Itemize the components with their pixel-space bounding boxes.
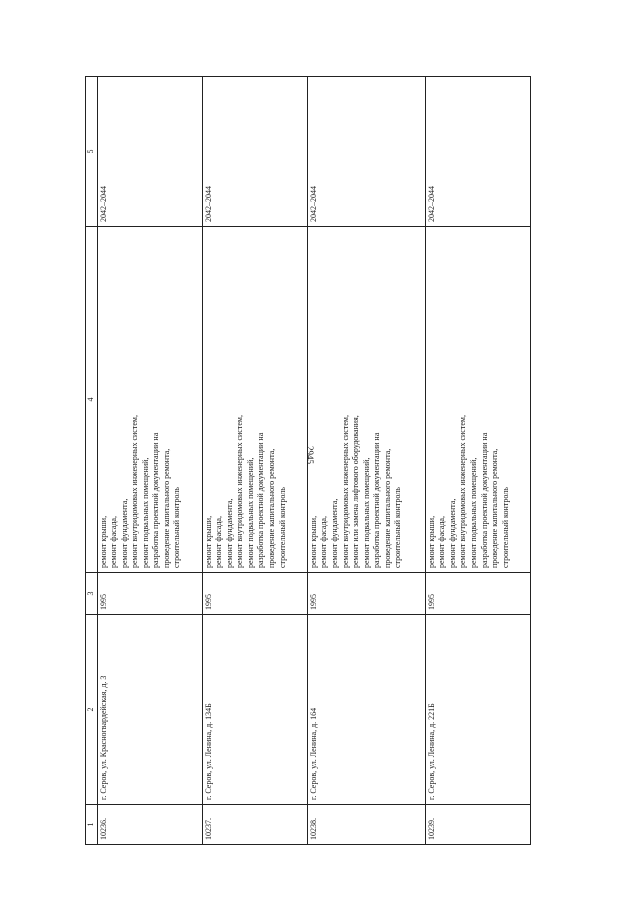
- work-item: ремонт внутридомовых инженерных систем,: [235, 415, 245, 568]
- work-item: проведение капитального ремонта,: [382, 448, 392, 568]
- row-number: 10239.: [425, 805, 530, 845]
- work-item: строительный контроль: [277, 487, 287, 568]
- work-item: строительный контроль: [393, 487, 403, 568]
- work-item: ремонт фундамента,: [224, 498, 234, 568]
- row-year: 1995: [307, 573, 425, 615]
- row-address: г. Серов, ул. Ленина, д. 221Б: [425, 615, 530, 805]
- work-item: ремонт фундамента,: [447, 498, 457, 568]
- work-item: ремонт внутридомовых инженерных систем,: [130, 415, 140, 568]
- header-col-5: 5: [86, 77, 98, 227]
- work-item: ремонт фасада,: [109, 516, 119, 568]
- row-year: 1995: [202, 573, 307, 615]
- row-works: [202, 227, 307, 573]
- work-item: ремонт крыши,: [98, 515, 108, 568]
- table-row: [97, 77, 202, 845]
- work-item: разработка проектной документации на: [372, 432, 382, 568]
- work-item: разработка проектной документации на: [479, 432, 489, 568]
- table-row: [307, 77, 425, 845]
- header-col-2: 2: [86, 615, 98, 805]
- work-item: строительный контроль: [500, 487, 510, 568]
- work-item: ремонт внутридомовых инженерных систем,: [340, 415, 350, 568]
- row-period: 2042–2044: [425, 77, 530, 227]
- work-item: ремонт крыши,: [308, 515, 318, 568]
- row-year: 1995: [425, 573, 530, 615]
- header-row: [86, 77, 98, 845]
- row-works: [307, 227, 425, 573]
- capital-repair-table: [85, 76, 531, 845]
- table-body: [97, 77, 530, 845]
- work-item: ремонт крыши,: [203, 515, 213, 568]
- row-number: 10236.: [97, 805, 202, 845]
- row-period: 2042–2044: [202, 77, 307, 227]
- work-item: ремонт фундамента,: [119, 498, 129, 568]
- header-col-3: 3: [86, 573, 98, 615]
- work-item: ремонт фасада,: [437, 516, 447, 568]
- row-works: [97, 227, 202, 573]
- work-item: ремонт подвальных помещений,: [361, 457, 371, 568]
- header-col-4: 4: [86, 227, 98, 573]
- work-item: ремонт подвальных помещений,: [245, 457, 255, 568]
- row-address: г. Серов, ул. Красногвардейская, д. 3: [97, 615, 202, 805]
- row-works: [425, 227, 530, 573]
- work-item: ремонт фасада,: [319, 516, 329, 568]
- work-item: проведение капитального ремонта,: [161, 448, 171, 568]
- table-row: [425, 77, 530, 845]
- header-col-1: 1: [86, 805, 98, 845]
- work-item: ремонт фундамента,: [330, 498, 340, 568]
- row-address: г. Серов, ул. Ленина, д. 134Б: [202, 615, 307, 805]
- work-item: ремонт подвальных помещений,: [468, 457, 478, 568]
- work-item: ремонт внутридомовых инженерных систем,: [458, 415, 468, 568]
- work-item: разработка проектной документации на: [151, 432, 161, 568]
- rotated-table-wrapper: [85, 77, 531, 845]
- work-item: разработка проектной документации на: [256, 432, 266, 568]
- row-number: 10237.: [202, 805, 307, 845]
- work-item: проведение капитального ремонта,: [267, 448, 277, 568]
- work-item: проведение капитального ремонта,: [490, 448, 500, 568]
- row-number: 10238.: [307, 805, 425, 845]
- work-item: строительный контроль: [172, 487, 182, 568]
- row-period: 2042–2044: [97, 77, 202, 227]
- row-address: г. Серов, ул. Ленина, д. 164: [307, 615, 425, 805]
- table-row: [202, 77, 307, 845]
- row-year: 1995: [97, 573, 202, 615]
- work-item: ремонт фасада,: [214, 516, 224, 568]
- work-item: ремонт или замена лифтового оборудования,: [351, 415, 361, 568]
- row-period: 2042–2044: [307, 77, 425, 227]
- work-item: ремонт крыши,: [426, 515, 436, 568]
- work-item: ремонт подвальных помещений,: [140, 457, 150, 568]
- page-number: 2945: [305, 446, 315, 464]
